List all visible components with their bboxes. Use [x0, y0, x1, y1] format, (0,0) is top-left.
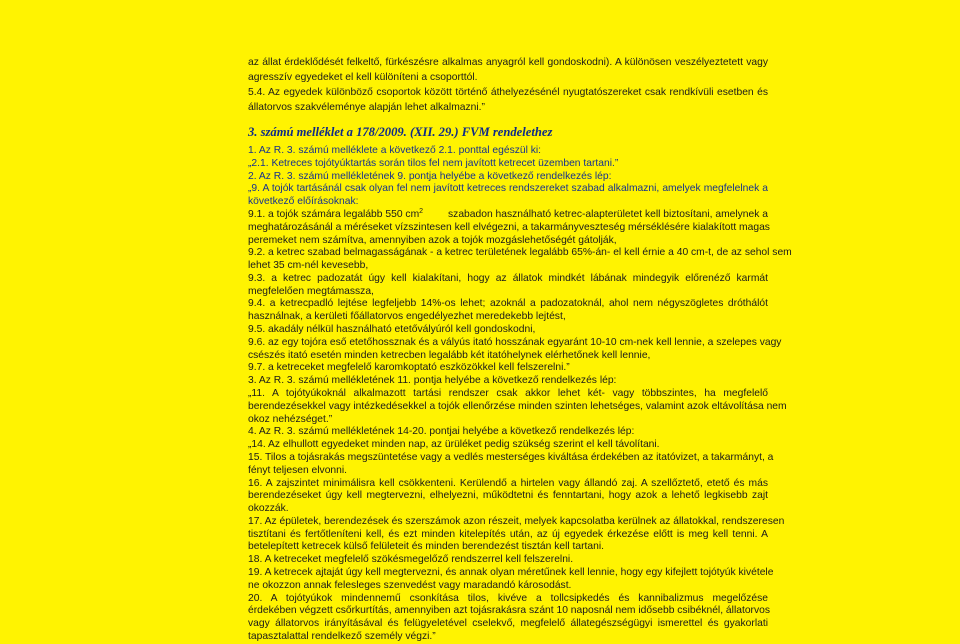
body-line: 1. Az R. 3. számú melléklete a következő 2.1. ponttal egészül ki:	[248, 145, 542, 156]
body-line: 18. A ketreceket megfelelő szökésmegelőző rendszerrel kell felszerelni.	[248, 554, 574, 565]
body-line: okozzák.	[248, 503, 289, 514]
body-line: meghatározásánál a méréseket vízszintesen kell elvégezni, a takarmányveszteség mérséklésére kialakított magas	[248, 222, 770, 233]
body-line: 9.7. a ketreceket megfelelő karomkoptató eszközökkel kell felszerelni.”	[248, 362, 570, 373]
body-line: „11. A tojótyúkoknál alkalmazott tartási rendszer csak akkor lehet két- vagy többszintes, ha megfelelő	[248, 388, 768, 399]
body-line: lehet 35 cm-nél kevesebb,	[248, 260, 369, 271]
body-line: ne okozzon annak felesleges szenvedést vagy maradandó károsodást.	[248, 580, 572, 591]
body-line: 17. Az épületek, berendezések és szerszámok azon részeit, melyek kapcsolatba kerülnek az állatokkal, rendszeresen	[248, 516, 785, 527]
body-line: tapasztalattal rendelkező személy végzi.”	[248, 631, 436, 642]
document-page	[248, 0, 792, 644]
body-line: vagy állatorvos irányításával és felügyeletével cselekvő, megfelelő állategészségügyi ismerettel és gyakorlati	[248, 618, 768, 629]
body-line: „9. A tojók tartásánál csak olyan fel nem javított ketreces rendszereket szabad alkalmazni, amelyek megfelelnek a	[248, 183, 768, 194]
body-line: fényt teljesen elvonni.	[248, 465, 348, 476]
body-line: 19. A ketrecek ajtaját úgy kell megtervezni, és annak olyan méretűnek kell lennie, hogy egy kifejlett tojótyúk kivétele	[248, 567, 774, 578]
body-line: használnak, a kerületi főállatorvos engedélyezhet meredekebb lejtést,	[248, 311, 566, 322]
body-line: következő előírásoknak:	[248, 196, 359, 207]
section-heading: 3. számú melléklet a 178/2009. (XII. 29.) FVM rendelethez	[248, 125, 553, 139]
intro-line: állatorvos szakvéleménye alapján lehet alkalmazni.”	[248, 102, 485, 113]
body-line: okoz nehézséget.”	[248, 414, 333, 425]
intro-line: 5.4. Az egyedek különböző csoportok között történő áthelyezésénél nyugtatószereket csak rendkívüli esetben és	[248, 87, 768, 98]
body-line: 2. Az R. 3. számú mellékletének 9. pontja helyébe a következő rendelkezés lép:	[248, 171, 612, 182]
intro-line: az állat érdeklődését felkeltő, fürkészésre alkalmas anyagról kell gondoskodni). A különösen veszélyeztetett vagy	[248, 57, 768, 68]
body-line: 9.4. a ketrecpadló lejtése legfeljebb 14%-os lehet; azoknál a padozatoknál, ahol nem négyszögletes dróthálót	[248, 298, 768, 309]
body-line: 15. Tilos a tojásrakás megszüntetése vagy a vedlés mesterséges kiváltása érdekében az itatóvizet, a takarmányt, a	[248, 452, 774, 463]
body-line: 9.5. akadály nélkül használható etetővályúról kell gondoskodni,	[248, 324, 536, 335]
body-line: „2.1. Ketreces tojótyúktartás során tilos fel nem javított ketrecet üzemben tartani.”	[248, 158, 619, 169]
body-text: 9.1. a tojók számára legalább 550 cm	[248, 209, 420, 220]
body-line: 9.2. a ketrec szabad belmagasságának - a ketrec területének legalább 65%-án- el kell érnie a 40 cm-t, de az sehol sem	[248, 247, 792, 258]
body-line: megfelelően megtámassza,	[248, 286, 374, 297]
body-line: 20. A tojótyúkok mindennemű csonkítása tilos, kivéve a tollcsipkedés és kannibalizmus megelőzése	[248, 593, 768, 604]
body-line: peremeket nem számítva, amennyiben azok a tojók mozgáslehetőségét gátolják,	[248, 235, 617, 246]
body-line: 9.3. a ketrec padozatát úgy kell kialakítani, hogy az állatok mindkét lábának mindegyik előrenéző karmát	[248, 273, 768, 284]
body-line: 16. A zajszintet minimálisra kell csökkenteni. Kerülendő a hirtelen vagy állandó zaj. A szellőztető, etető és más	[248, 478, 768, 489]
body-line: 3. Az R. 3. számú mellékletének 11. pontja helyébe a következő rendelkezés lép:	[248, 375, 617, 386]
body-line: betelepített ketrecek külső felületeit és minden berendezést tisztán kell tartani.	[248, 541, 605, 552]
body-line-9-1	[248, 208, 768, 222]
body-line: csészés itató esetén minden ketrecben legalább két itatóhelynek elérhetőnek kell lennie,	[248, 350, 651, 361]
body-line: érdekében végzett csőrkurtítás, amennyiben azt tojásrakásra szánt 10 naposnál nem idősebb csibéknél, állatorvos	[248, 605, 771, 616]
body-line: 9.6. az egy tojóra eső etetőhossznak és a vályús itató hosszának egyaránt 10-10 cm-nek kell lennie, a szelepes vagy	[248, 337, 782, 348]
body-line: tisztítani és fertőtleníteni kell, és ezt minden kitelepítés után, az új egyedek érkezése előtt is meg kell tenni. A	[248, 529, 768, 540]
body-text: szabadon használható ketrec-alapterületet kell biztosítani, amelynek a	[448, 209, 768, 220]
superscript: 2	[419, 208, 424, 215]
body-line: 4. Az R. 3. számú mellékletének 14-20. pontjai helyébe a következő rendelkezés lép:	[248, 426, 635, 437]
body-line: berendezéseket úgy kell megtervezni, elhelyezni, működtetni és fenntartani, hogy azok a lehető legkisebb zajt	[248, 490, 768, 501]
body-line: berendezésekkel vagy intézkedésekkel a tojók ellenőrzése minden szinten lehetséges, valamint azok eltávolítása nem	[248, 401, 787, 412]
body-line: „14. Az elhullott egyedeket minden nap, az ürüléket pedig szükség szerint el kell távolítani.	[248, 439, 660, 450]
intro-line: agresszív egyedeket el kell különíteni a csoporttól.	[248, 72, 478, 83]
